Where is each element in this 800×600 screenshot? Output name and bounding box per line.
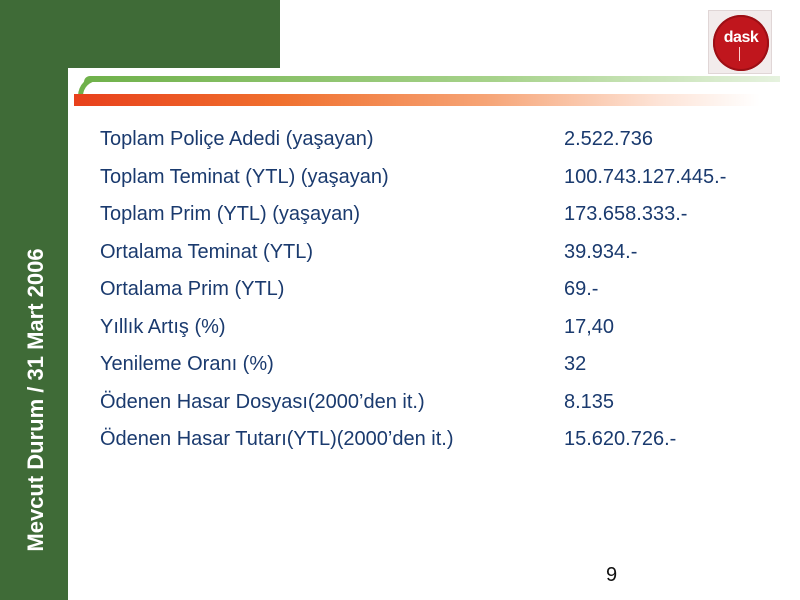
- row-value: 100.743.127.445.-: [564, 165, 727, 188]
- side-title-text: Mevcut Durum / 31 Mart 2006: [23, 248, 48, 552]
- row-label: Toplam Prim (YTL) (yaşayan): [100, 203, 361, 225]
- row-label: Yenileme Oranı (%): [100, 353, 274, 375]
- logo-detail: [739, 47, 744, 61]
- green-rule: [84, 76, 780, 82]
- row-label: Ödenen Hasar Tutarı(YTL)(2000’den it.): [100, 428, 454, 450]
- table-row: [98, 310, 778, 348]
- row-label: Ortalama Teminat (YTL): [100, 240, 314, 263]
- row-value: 17,40: [564, 315, 615, 338]
- red-rule: [74, 94, 760, 106]
- row-value: 173.658.333.-: [564, 203, 688, 225]
- table-row: [98, 272, 778, 310]
- row-label: Toplam Poliçe Adedi (yaşayan): [100, 128, 374, 150]
- row-value: 8.135: [564, 390, 615, 413]
- row-value: 69.-: [564, 278, 599, 300]
- row-label: Yıllık Artış (%): [100, 315, 226, 338]
- statistics-table: [98, 122, 778, 460]
- table-row: [98, 422, 778, 460]
- row-value: 15.620.726.-: [564, 428, 677, 450]
- page-number: 9: [606, 564, 618, 586]
- logo-circle: [713, 15, 769, 71]
- row-value: 32: [564, 353, 587, 375]
- table-row: [98, 122, 778, 160]
- row-label: Toplam Teminat (YTL) (yaşayan): [100, 165, 389, 188]
- row-value: 2.522.736: [564, 128, 653, 150]
- table-row: [98, 235, 778, 273]
- row-label: Ortalama Prim (YTL): [100, 278, 285, 300]
- table-row: [98, 347, 778, 385]
- table-row: [98, 160, 778, 198]
- row-label: Ödenen Hasar Dosyası(2000’den it.): [100, 390, 425, 413]
- top-band: [0, 0, 280, 68]
- table-row: [98, 197, 778, 235]
- logo-text: dask: [723, 29, 759, 46]
- dask-logo: [708, 10, 772, 74]
- table-row: [98, 385, 778, 423]
- row-value: 39.934.-: [564, 240, 638, 263]
